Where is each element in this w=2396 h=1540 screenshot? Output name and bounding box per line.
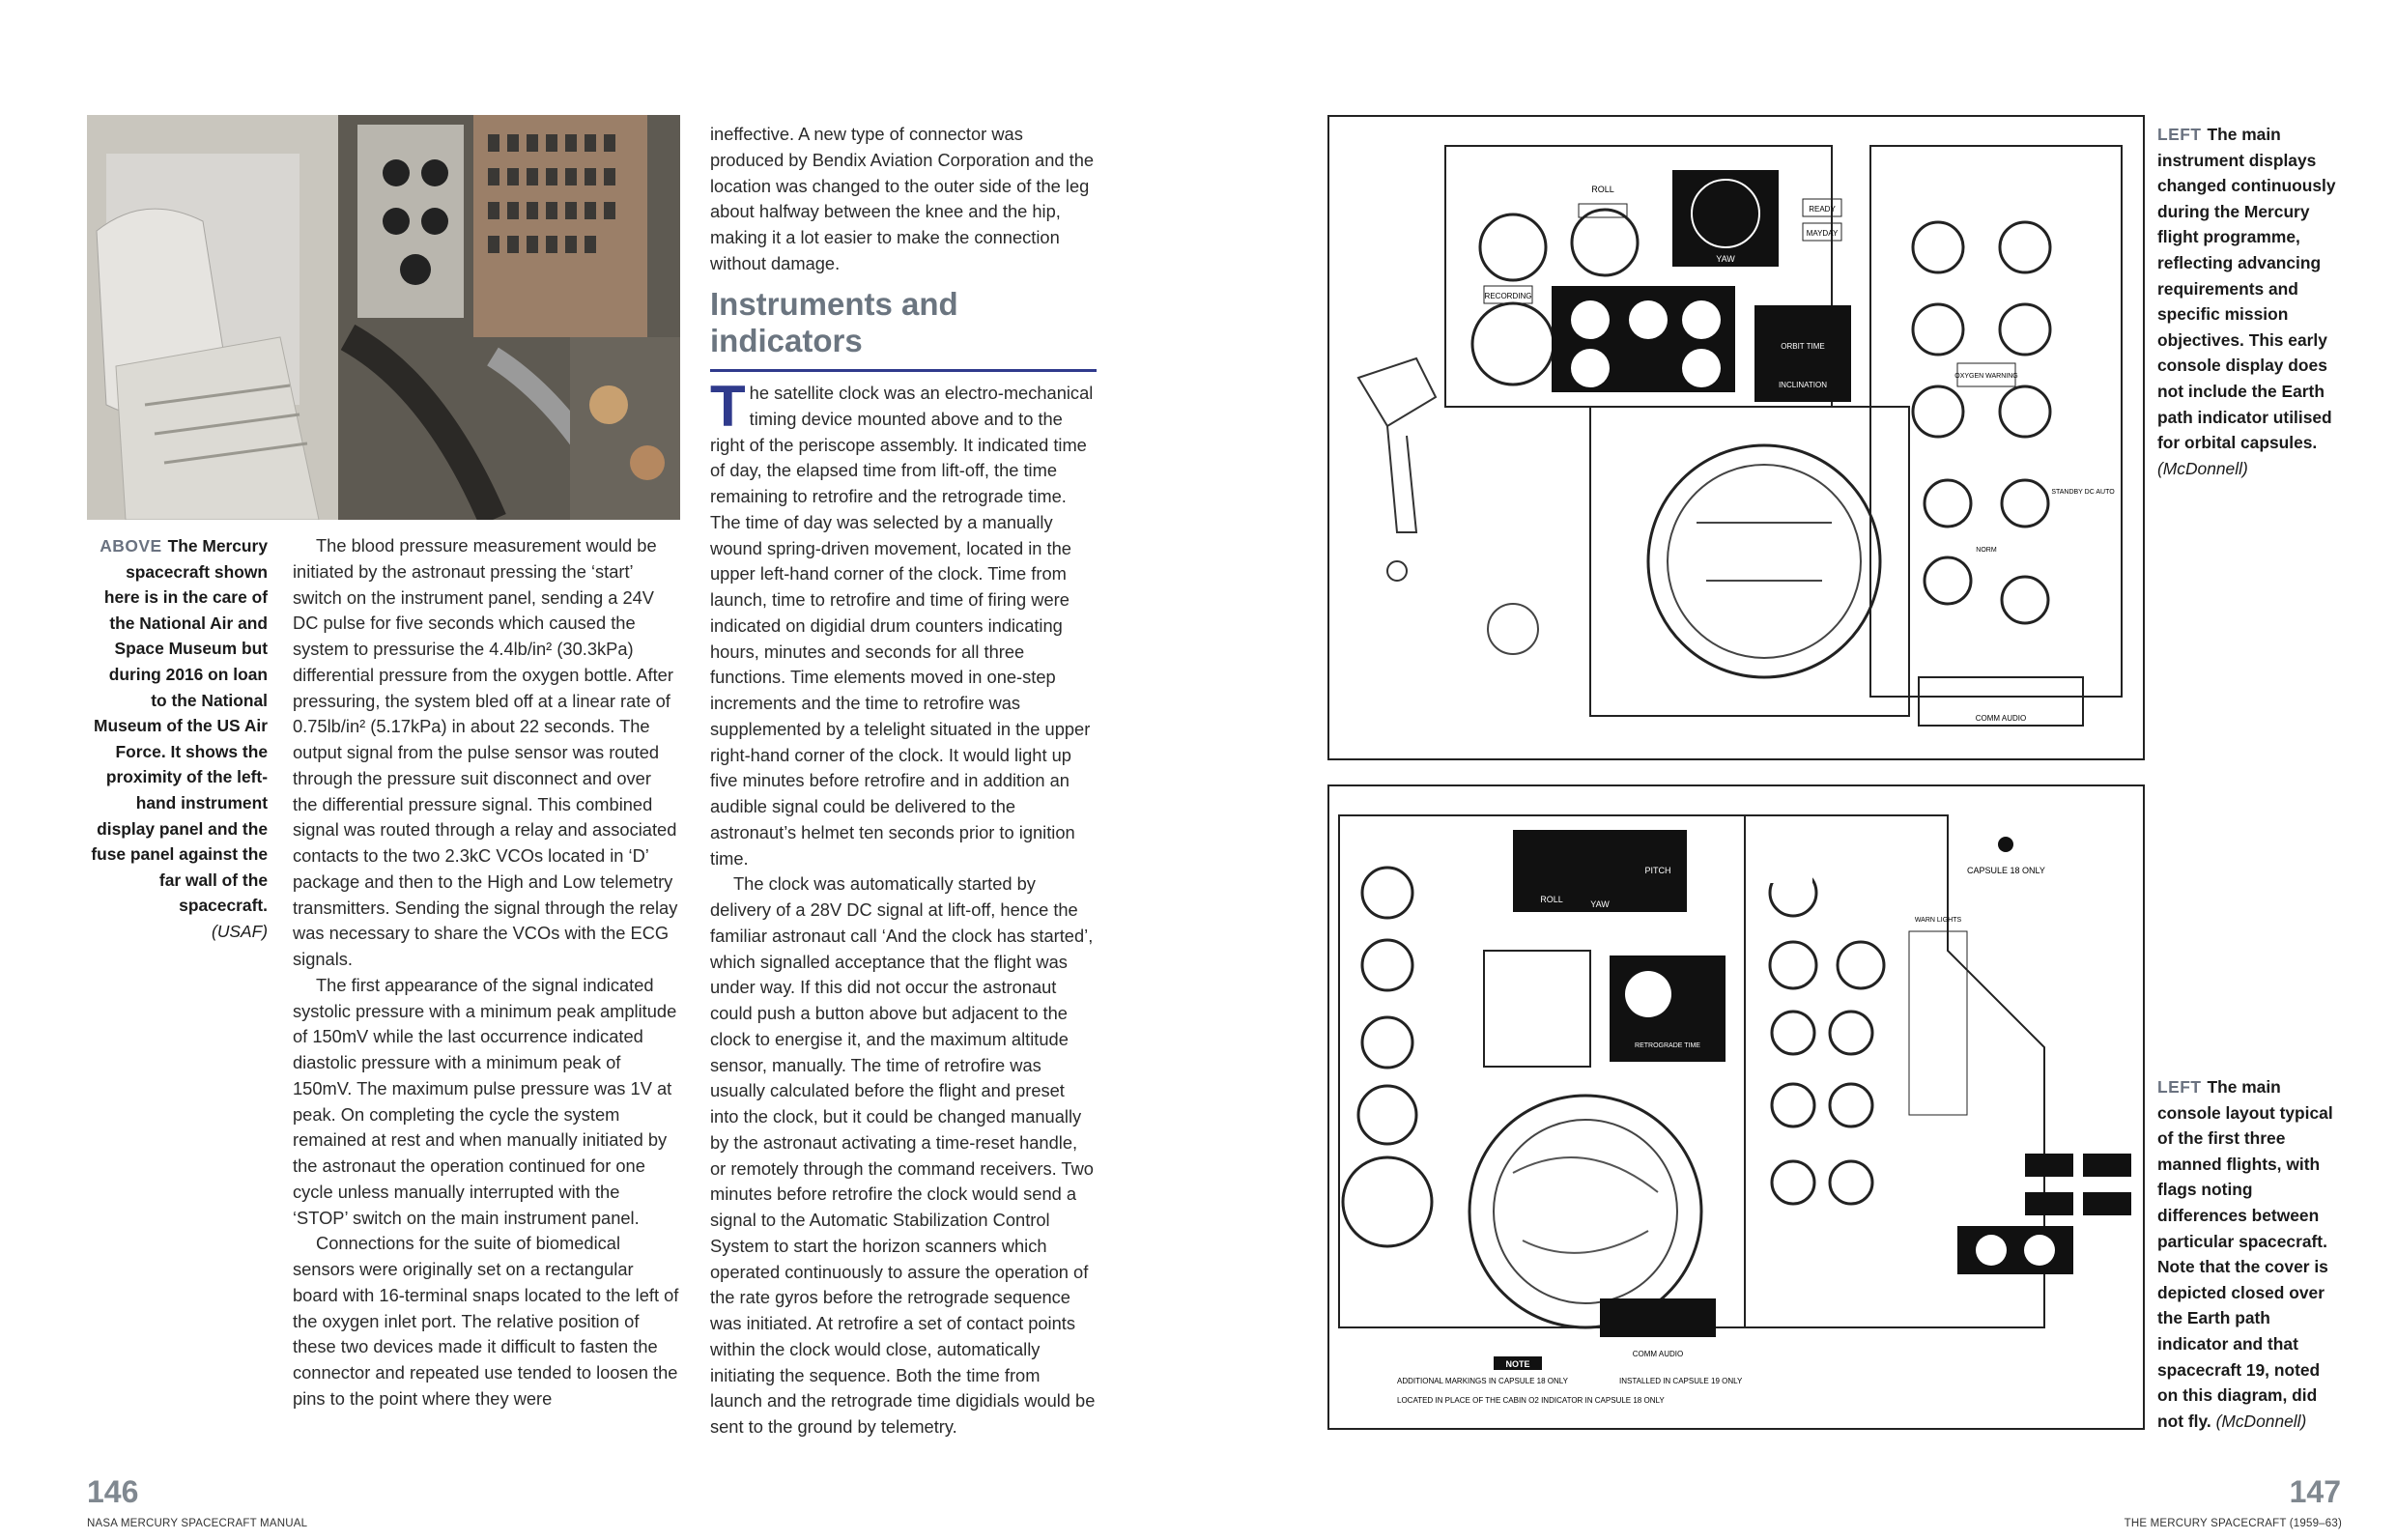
paragraph: The first appearance of the signal indicated systolic pressure with a minimum peak amplitude of 150mV while the last occurrence indicated diastolic pressure with a minimum peak of 150mV. The maximum pulse pressure was 1V at peak. On completing the cycle the system remained at rest and when manually initiated by the astronaut the operation continued for one cycle unless manually interrupted with the ‘STOP’ switch on the main instrument panel. <box>293 974 677 1228</box>
gauge-icon <box>2002 577 2048 623</box>
gauge-icon <box>1913 386 1963 437</box>
label: PITCH <box>1644 866 1671 875</box>
label: READY <box>1809 205 1836 214</box>
label: YAW <box>1590 899 1610 909</box>
gauge-icon <box>1472 303 1554 385</box>
caption-label: LEFT <box>2157 125 2202 144</box>
gauge-icon <box>2002 480 2048 527</box>
paragraph: The blood pressure measurement would be initiated by the astronaut pressing the ‘start’ switch on the instrument panel, sending a 24V DC pulse for five seconds which caused the system to pressurise the 4.4lb/in² (30.3kPa) differential pressure from the oxygen bottle. After pressuring, the system bled off at a linear rate of 0.75lb/in² (5.17kPa) in about 22 seconds. The output signal from the pulse sensor was routed through the pressure suit disconnect and over the differential pressure signal. This combined signal was routed through a relay and associated contacts to the two 2.3kC VCOs located in ‘D’ package and then to the High and Low telemetry transmitters. Sending the signal through the relay was necessary to share the VCOs with the ECG signals. <box>293 535 678 969</box>
caption-label: LEFT <box>2157 1077 2202 1097</box>
label: COMM AUDIO <box>1632 1350 1684 1358</box>
label: ROLL <box>1591 185 1614 194</box>
gauge-icon <box>1572 210 1638 275</box>
label: STANDBY DC AUTO <box>2051 489 2115 496</box>
section-heading: Instruments and indicators <box>710 286 958 358</box>
page-number-right: 147 <box>2289 1474 2341 1509</box>
label: INSTALLED IN CAPSULE 19 ONLY <box>1619 1377 1743 1385</box>
paragraph: The clock was automatically started by delivery of a 28V DC signal at lift-off, hence the familiar astronaut call ‘And the clock has started’, which signalled acceptance that the flight was under way. If this did not occur the astronaut could push a button above but adjacent to the clock to energise it, and the maximum altitude sensor, manually. The time of retrofire was usually calculated before the flight and preset into the clock, but it could be changed manually by the astronaut activating a time-reset handle, or remotely through the command receivers. Two minutes before retrofire the clock would send a signal to the Automatic Stabilization Control System to start the horizon scanners which operated continuously to assure the operation of the rate gyros before the retrograde sequence was initiated. At retrofire a set of contact points within the clock would close, automatically initiating the sequence. Both the time from launch and the retrograde time digidials would be sent to the ground by telemetry. <box>710 873 1096 1437</box>
body-column-1 <box>293 533 679 1412</box>
gauge-icon <box>2000 222 2050 272</box>
gauge-icon <box>2000 386 2050 437</box>
gauge-icon <box>1913 222 1963 272</box>
label: RETROGRADE TIME <box>1635 1042 1700 1049</box>
caption-credit: (USAF) <box>212 921 268 941</box>
label: INCLINATION <box>1778 381 1828 389</box>
label: OXYGEN WARNING <box>1954 373 2018 380</box>
caption-text: The main console layout typical of the first three manned flights, with flags noting differences between particular spacecraft. Note that the cover is depicted closed over the Earth path indicator and that spacecraft 19, noted on this diagram, did not fly. <box>2157 1077 2333 1431</box>
running-title-right: THE MERCURY SPACECRAFT (1959–63) <box>2124 1518 2342 1529</box>
instrument-panel-diagram-1 <box>1327 115 2145 760</box>
label: LOCATED IN PLACE OF THE CABIN O2 INDICATOR IN CAPSULE 18 ONLY <box>1397 1396 1665 1405</box>
label: YAW <box>1716 254 1735 264</box>
label: NORM <box>1976 547 1997 554</box>
label: COMM AUDIO <box>1975 714 2027 723</box>
periscope-screen <box>1469 1096 1701 1327</box>
attitude-indicator <box>1672 170 1779 267</box>
heading-rule <box>710 369 1097 372</box>
paragraph: he satellite clock was an electro-mechanical timing device mounted above and to the right of the periscope assembly. It indicated time of day, the elapsed time from lift-off, the time remaining to retrofire and the retrograde time. The time of day was selected by a manually wound spring-driven movement, located in the upper left-hand corner of the clock. Time from launch, time to retrofire and time of firing were indicated on digidial drum counters indicating hours, minutes and seconds for all three functions. Time elements moved in one-step increments and the time to retrofire was supplemented by a telelight situated in the upper right-hand corner of the clock. It would light up five minutes before retrofire and in addition an audible signal could be delivered to the astronaut’s helmet ten seconds prior to ignition time. <box>710 383 1094 869</box>
label: ADDITIONAL MARKINGS IN CAPSULE 18 ONLY <box>1397 1377 1568 1385</box>
paragraph: ineffective. A new type of connector was produced by Bendix Aviation Corporation and the location was changed to the outer side of the leg about halfway between the knee and the hip, making it a lot easier to make the connection without damage. <box>710 124 1095 273</box>
photo-caption <box>89 533 268 945</box>
label: RECORDING <box>1484 292 1532 300</box>
caption-credit: (McDonnell) <box>2215 1411 2307 1431</box>
gauge-icon <box>1913 304 1963 355</box>
body-column-2-top <box>710 122 1097 277</box>
label: NOTE <box>1505 1359 1530 1369</box>
label: ORBIT TIME <box>1781 342 1825 351</box>
caption-text: The main instrument displays changed continuously during the Mercury flight programme, reflecting advancing requirements and specific mission objectives. This early console display does not include the Earth path indicator utilised for orbital capsules. <box>2157 125 2336 453</box>
periscope-screen <box>1648 445 1880 677</box>
label: MAYDAY <box>1806 229 1839 238</box>
running-title-left: NASA MERCURY SPACECRAFT MANUAL <box>87 1518 308 1529</box>
caption-credit: (McDonnell) <box>2157 458 2248 478</box>
diagram-caption-1 <box>2157 122 2336 481</box>
label: ROLL <box>1540 895 1563 904</box>
body-column-2 <box>710 374 1097 1440</box>
label: CAPSULE 18 ONLY <box>1967 866 2045 875</box>
hand-controller <box>1358 358 1436 581</box>
caption-text: The Mercury spacecraft shown here is in the care of the National Air and Space Museum but during 2016 on loan to the National Museum of the US Air Force. It shows the proximity of the left-hand instrument display panel and the fuse panel against the far wall of the spacecraft. <box>91 536 268 916</box>
gauge-icon <box>1480 214 1546 280</box>
caption-label: ABOVE <box>100 536 162 556</box>
gauge-icon <box>1925 557 1971 604</box>
cockpit-photo <box>87 115 680 520</box>
drop-cap: T <box>710 374 746 439</box>
paragraph: Connections for the suite of biomedical sensors were originally set on a rectangular board with 16-terminal snaps located to the left of the oxygen inlet port. The relative position of these two devices made it difficult to fasten the connector and repeated use tended to loosen the pins to the point where they were <box>293 1233 679 1409</box>
gauge-icon <box>1925 480 1971 527</box>
page-number-left: 146 <box>87 1474 139 1509</box>
instrument-panel-diagram-2 <box>1327 784 2145 1430</box>
label: WARN LIGHTS <box>1914 917 1962 924</box>
diagram-caption-2 <box>2157 1074 2336 1434</box>
gauge-icon <box>2000 304 2050 355</box>
gauges <box>1472 210 2050 623</box>
